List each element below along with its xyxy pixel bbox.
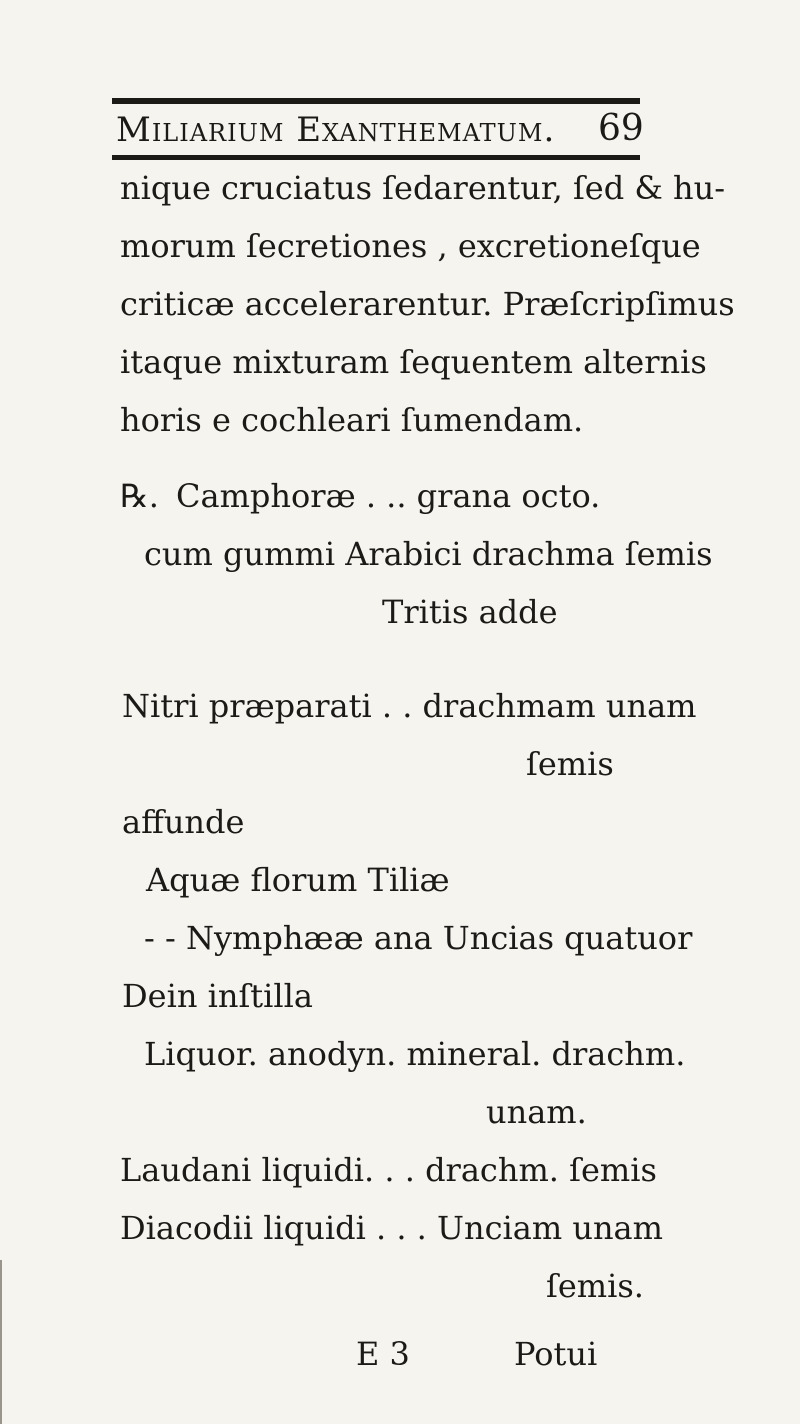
header-rule-top xyxy=(112,98,640,104)
page-number: 69 xyxy=(598,108,644,149)
recipe-line: ſemis xyxy=(526,745,614,783)
recipe-line: Liquor. anodyn. mineral. drachm. xyxy=(144,1035,686,1073)
recipe-line: affunde xyxy=(122,803,245,841)
page-edge-shadow xyxy=(0,1260,2,1424)
recipe-line: Nitri præparati . . drachmam unam xyxy=(122,687,697,725)
recipe-line: Tritis adde xyxy=(382,593,558,631)
recipe-line: - - Nymphææ ana Uncias quatuor xyxy=(144,919,693,957)
signature-mark: E 3 xyxy=(356,1335,410,1373)
body-line: itaque mixturam ſequentem alternis xyxy=(120,343,707,381)
body-line: nique cruciatus ſedarentur, ſed & hu- xyxy=(120,169,726,207)
recipe-line: Dein inſtilla xyxy=(122,977,313,1015)
recipe-line: Laudani liquidi. . . drachm. ſemis xyxy=(120,1151,657,1189)
header-rule-bottom xyxy=(112,155,640,160)
recipe-line: Diacodii liquidi . . . Unciam unam xyxy=(120,1209,663,1247)
recipe-line: unam. xyxy=(486,1093,587,1131)
recipe-symbol: ℞. xyxy=(120,477,159,515)
catchword: Potui xyxy=(514,1335,598,1373)
recipe-line: Camphoræ . .. grana octo. xyxy=(176,477,601,515)
body-line: horis e cochleari ſumendam. xyxy=(120,401,584,439)
recipe-line: cum gummi Arabici drachma ſemis xyxy=(144,535,713,573)
recipe-line: Aquæ florum Tiliæ xyxy=(146,861,450,899)
body-line: morum ſecretiones , excretioneſque xyxy=(120,227,701,265)
recipe-line: ſemis. xyxy=(546,1267,644,1305)
body-line: criticæ accelerarentur. Præſcripſimus xyxy=(120,285,735,323)
running-header: Miliarium Exanthematum. xyxy=(116,110,556,150)
